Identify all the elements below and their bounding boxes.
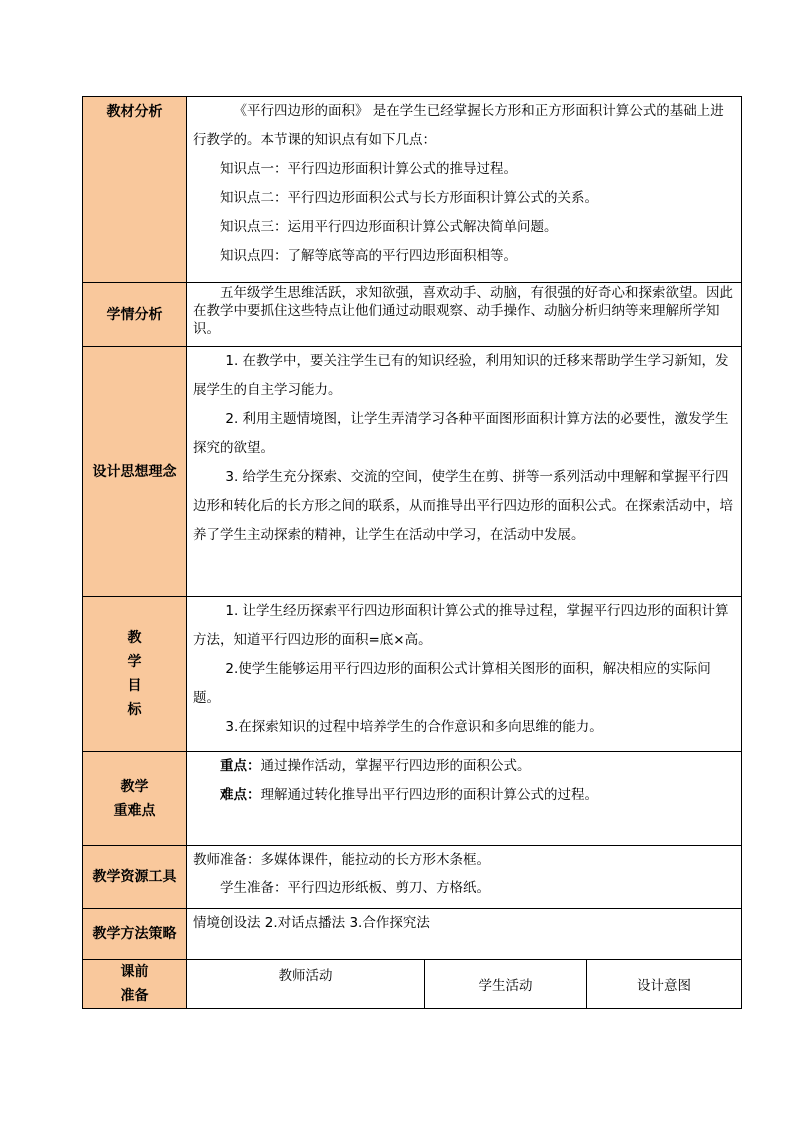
- cell-teaching-methods: [187, 909, 742, 960]
- row-design-philosophy: [83, 347, 742, 597]
- cell-teaching-resources: [187, 846, 742, 909]
- lesson-plan-table: [82, 96, 742, 1009]
- cell-teaching-goals: [187, 597, 742, 752]
- header-teaching-methods: 教学方法策略: [83, 909, 187, 960]
- col-design-intent: 设计意图: [587, 960, 742, 1009]
- difficult-point-label: 难点：: [220, 787, 261, 803]
- header-teaching-resources: 教学资源工具: [83, 846, 187, 909]
- goal-2: 2.使学生能够运用平行四边形的面积公式计算相关图形的面积，解决相应的实际问题。: [193, 661, 711, 706]
- header-textbook-analysis: 教材分析: [83, 97, 187, 283]
- key-point: [187, 752, 741, 781]
- student-analysis-text: 五年级学生思维活跃，求知欲强，喜欢动手、动脑，有很强的好奇心和探索欲望。因此在教学中要抓住这些特点让他们通过动眼观察、动手操作、动脑分析归纳等来理解所学知识。: [193, 285, 733, 337]
- design-point-3: 3. 给学生充分探索、交流的空间，使学生在剪、拼等一系列活动中理解和掌握平行四边形和转化后的长方形之间的联系，从而推导出平行四边形的面积公式。在探索活动中，培养了学生主动探索的精神，让学生在活动中学习，在活动中发展。: [193, 469, 733, 543]
- cell-textbook-analysis: [187, 97, 742, 283]
- header-key-difficult-points: 教学 重难点: [83, 752, 187, 846]
- cell-design-philosophy: [187, 347, 742, 597]
- design-point-1: 1. 在教学中，要关注学生已有的知识经验，利用知识的迁移来帮助学生学习新知，发展学生的自主学习能力。: [193, 353, 729, 398]
- textbook-point-1: 知识点一：平行四边形面积计算公式的推导过程。: [220, 161, 517, 177]
- difficult-point: [187, 781, 741, 810]
- header-student-analysis: 学情分析: [83, 283, 187, 347]
- textbook-point-3: 知识点三：运用平行四边形面积计算公式解决简单问题。: [220, 219, 558, 235]
- methods-text: 情境创设法 2.对话点播法 3.合作探究法: [193, 915, 430, 931]
- row-teaching-methods: [83, 909, 742, 960]
- col-student-activity: 学生活动: [425, 960, 587, 1009]
- col-teacher-activity: 教师活动: [187, 960, 425, 1009]
- row-pre-class: [83, 960, 742, 1009]
- header-design-philosophy: 设计思想理念: [83, 347, 187, 597]
- row-textbook-analysis: [83, 97, 742, 283]
- row-student-analysis: [83, 283, 742, 347]
- row-teaching-goals: [83, 597, 742, 752]
- key-point-text: 通过操作活动，掌握平行四边形的面积公式。: [260, 758, 531, 774]
- textbook-point-2: 知识点二：平行四边形面积公式与长方形面积计算公式的关系。: [220, 190, 598, 206]
- row-teaching-resources: [83, 846, 742, 909]
- textbook-para-intro: 《平行四边形的面积》 是在学生已经掌握长方形和正方形面积计算公式的基础上进行教学的。本节课的知识点有如下几点：: [193, 103, 724, 148]
- cell-student-analysis: [187, 283, 742, 347]
- header-teaching-goals: 教 学 目 标: [83, 597, 187, 752]
- teacher-prep: 教师准备：多媒体课件，能拉动的长方形木条框。: [193, 852, 490, 868]
- key-point-label: 重点：: [220, 758, 261, 774]
- cell-key-difficult-points: [187, 752, 742, 846]
- goal-3: 3.在探索知识的过程中培养学生的合作意识和多向思维的能力。: [225, 719, 603, 735]
- student-prep: 学生准备：平行四边形纸板、剪刀、方格纸。: [220, 880, 490, 896]
- goal-1: 1. 让学生经历探索平行四边形面积计算公式的推导过程，掌握平行四边形的面积计算方法，知道平行四边形的面积=底×高。: [193, 603, 729, 648]
- row-key-difficult-points: [83, 752, 742, 846]
- design-point-2: 2. 利用主题情境图，让学生弄清学习各种平面图形面积计算方法的必要性，激发学生探究的欲望。: [193, 411, 729, 456]
- textbook-point-4: 知识点四：了解等底等高的平行四边形面积相等。: [220, 248, 517, 264]
- header-pre-class: 课前 准备: [83, 960, 187, 1009]
- difficult-point-text: 理解通过转化推导出平行四边形的面积计算公式的过程。: [260, 787, 598, 803]
